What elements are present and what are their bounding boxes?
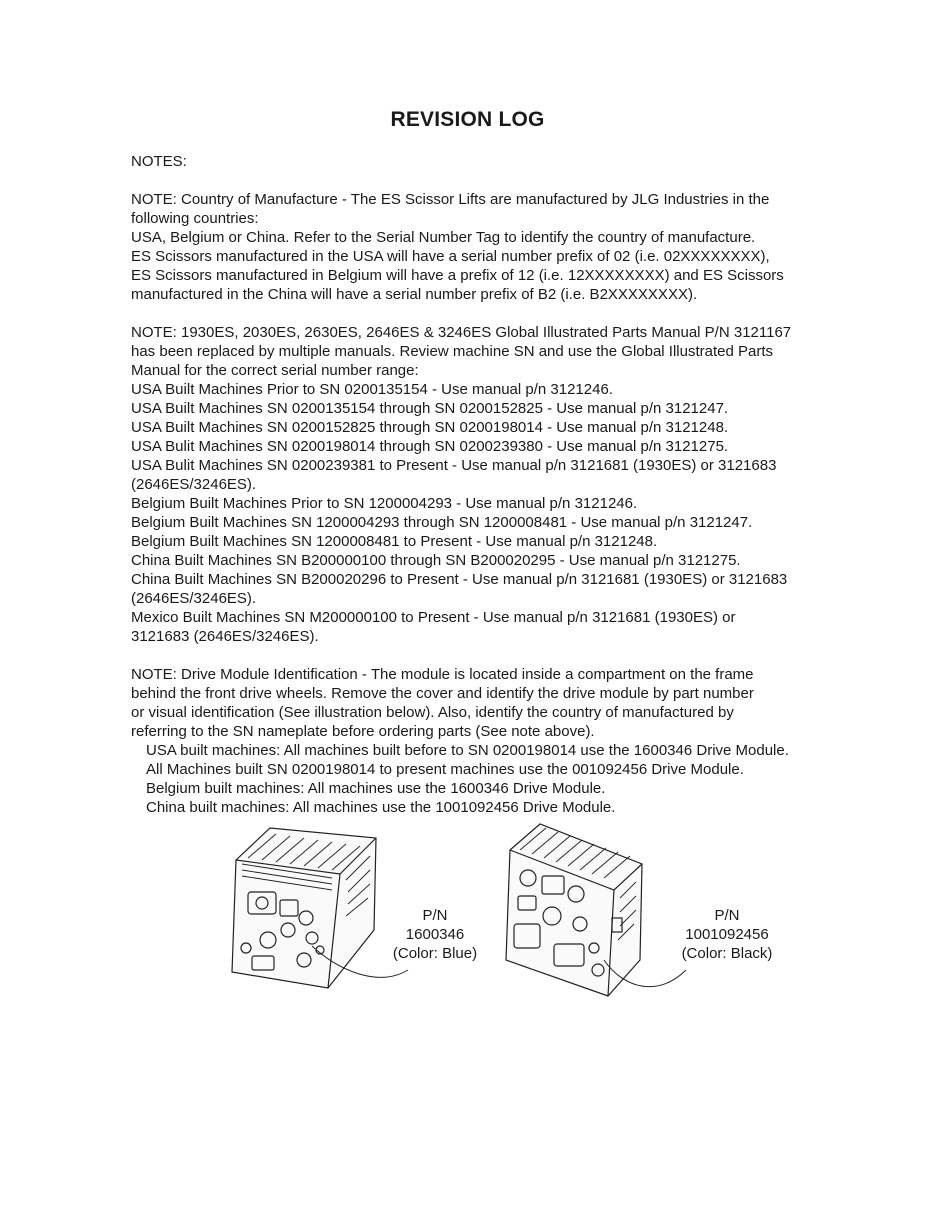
text-line: China Built Machines SN B200020296 to Present - Use manual p/n 3121681 (1930ES) or 3121683 <box>131 571 788 588</box>
text-line: USA Bulit Machines SN 0200198014 through SN 0200239380 - Use manual p/n 3121275. <box>131 438 729 455</box>
text-line: manufactured in the China will have a serial number prefix of B2 (i.e. B2XXXXXXXX). <box>131 286 698 303</box>
manual-note <box>131 323 831 646</box>
notes-heading: NOTES: <box>131 153 187 170</box>
part-label-right <box>672 906 782 963</box>
country-note <box>131 190 831 304</box>
text-line: 3121683 (2646ES/3246ES). <box>131 628 319 645</box>
text-line: Manual for the correct serial number range: <box>131 362 419 379</box>
part-label-left <box>380 906 490 963</box>
drive-module-note <box>131 665 831 817</box>
part-number: 1001092456 <box>685 926 769 943</box>
text-line: referring to the SN nameplate before ordering parts (See note above). <box>131 723 595 740</box>
text-line: USA Built Machines SN 0200152825 through SN 0200198014 - Use manual p/n 3121248. <box>131 419 729 436</box>
text-line: following countries: <box>131 210 259 227</box>
text-line: or visual identification (See illustration below). Also, identify the country of manufactured by <box>131 704 734 721</box>
drive-module-1001092456-drawing <box>506 824 686 996</box>
text-line: Belgium Built Machines SN 1200004293 through SN 1200008481 - Use manual p/n 3121247. <box>131 514 753 531</box>
text-line: NOTE: Drive Module Identification - The module is located inside a compartment on the frame <box>131 666 754 683</box>
module-color: (Color: Blue) <box>392 945 478 962</box>
module-color: (Color: Black) <box>681 945 773 962</box>
text-line: (2646ES/3246ES). <box>131 476 257 493</box>
text-line: Belgium Built Machines SN 1200008481 to Present - Use manual p/n 3121248. <box>131 533 658 550</box>
text-line: ES Scissors manufactured in the USA will have a serial number prefix of 02 (i.e. 02XXXXXXXX), <box>131 248 770 265</box>
drive-module-illustration <box>228 820 788 1010</box>
pn-label: P/N <box>714 907 740 924</box>
text-line: USA Built Machines SN 0200135154 through SN 0200152825 - Use manual p/n 3121247. <box>131 400 729 417</box>
text-line: has been replaced by multiple manuals. Review machine SN and use the Global Illustrated Parts <box>131 343 774 360</box>
text-line: NOTE: Country of Manufacture - The ES Scissor Lifts are manufactured by JLG Industries in the <box>131 191 770 208</box>
drive-module-item: All Machines built SN 0200198014 to present machines use the 001092456 Drive Module. <box>146 761 744 778</box>
text-line: USA Built Machines Prior to SN 0200135154 - Use manual p/n 3121246. <box>131 381 613 398</box>
part-number: 1600346 <box>405 926 465 943</box>
text-line: ES Scissors manufactured in Belgium will have a prefix of 12 (i.e. 12XXXXXXXX) and ES Scissors <box>131 267 784 284</box>
drive-module-item: Belgium built machines: All machines use the 1600346 Drive Module. <box>146 780 606 797</box>
text-line: Belgium Built Machines Prior to SN 1200004293 - Use manual p/n 3121246. <box>131 495 638 512</box>
text-line: (2646ES/3246ES). <box>131 590 257 607</box>
text-line: USA Bulit Machines SN 0200239381 to Present - Use manual p/n 3121681 (1930ES) or 3121683 <box>131 457 777 474</box>
document-body <box>131 152 831 817</box>
text-line: China Built Machines SN B200000100 through SN B200020295 - Use manual p/n 3121275. <box>131 552 741 569</box>
text-line: Mexico Built Machines SN M200000100 to Present - Use manual p/n 3121681 (1930ES) or <box>131 609 736 626</box>
pn-label: P/N <box>422 907 448 924</box>
drive-module-item: USA built machines: All machines built before to SN 0200198014 use the 1600346 Drive Module. <box>146 742 789 759</box>
text-line: NOTE: 1930ES, 2030ES, 2630ES, 2646ES & 3246ES Global Illustrated Parts Manual P/N 3121167 <box>131 324 792 341</box>
text-line: USA, Belgium or China. Refer to the Serial Number Tag to identify the country of manufacture. <box>131 229 756 246</box>
page-title: REVISION LOG <box>390 108 545 131</box>
text-line: behind the front drive wheels. Remove the cover and identify the drive module by part number <box>131 685 754 702</box>
drive-module-item: China built machines: All machines use the 1001092456 Drive Module. <box>146 799 616 816</box>
